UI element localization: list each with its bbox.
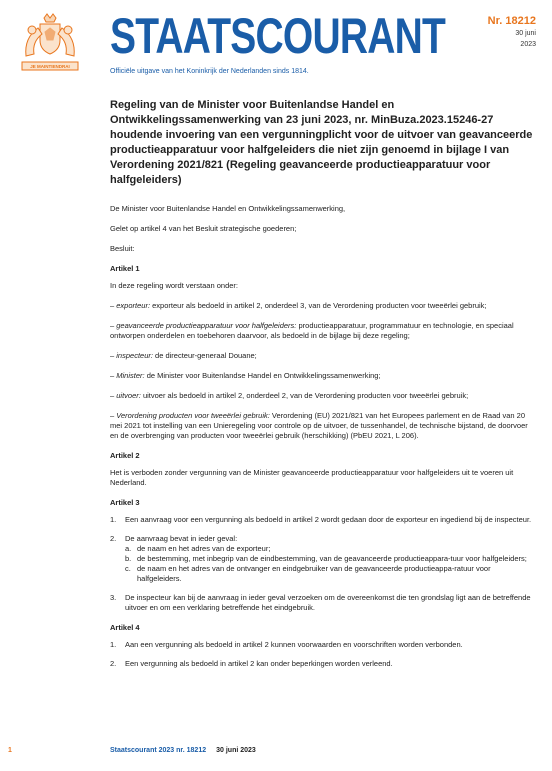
item-text: Een aanvraag voor een vergunning als bedoeld in artikel 2 wordt gedaan door de exporteur en ingediend bij de inspecteur. [125,515,532,524]
item-number: 1. [110,515,117,524]
sub-item [125,544,536,554]
item-text: Aan een vergunning als bedoeld in artikel 2 kunnen voorwaarden en voorschriften worden verbonden. [125,640,463,649]
list-item [110,640,536,650]
document-title: Regeling van de Minister voor Buitenlandse Handel en Ontwikkelingssamenwerking van 23 juni 2023, nr. MinBuza.2023.15246-27 houdende invoering van een vergunningplicht voor de uitvoer van geavanceerde productieapparatuur voor halfgeleiders die niet zijn genoemd in bijlage I van Verordening 2021/821 (Regeling geavanceerde productieapparatuur voor halfgeleiders) [110,99,533,186]
sub-item-text: de naam en het adres van de exporteur; [137,544,271,553]
article-3-list [110,515,536,613]
definition-item: – geavanceerde productieapparatuur voor halfgeleiders: productieapparatuur, programmatuur en technologie, en speciaal ontworpen onderdelen en toebehoren daarvoor, als bedoeld in de bijlage bij deze regeling; [110,321,514,340]
article-4-list [110,640,536,669]
issue-number: Nr. 18212 [487,15,536,27]
item-number: 2. [110,659,117,668]
article-1-definitions [110,281,536,441]
masthead-subtitle: Officiële uitgave van het Koninkrijk der Nederlanden sinds 1814. [110,68,309,75]
list-item [110,534,536,584]
definitions-lead: In deze regeling wordt verstaan onder: [110,281,238,290]
sub-item-letter: a. [125,544,132,553]
definition-text: exporteur als bedoeld in artikel 2, onderdeel 3, van de Verordening producten voor tweeërlei gebruik; [150,301,487,310]
sub-item-text: de bestemming, met inbegrip van de eindbestemming, van de geavanceerde productieappara-tuur voor halfgeleiders; [137,554,527,563]
issue-year: 2023 [520,41,536,48]
besluit-text: Besluit: [110,244,135,253]
article-2-heading: Artikel 2 [110,451,140,460]
definition-term: uitvoer: [116,391,141,400]
definition-term: Minister: [116,371,145,380]
sub-item [125,554,536,564]
page-number: 1 [8,747,12,754]
item-text: Een vergunning als bedoeld in artikel 2 kan onder beperkingen worden verleend. [125,659,393,668]
sub-item [125,564,536,584]
sub-item-text: de naam en het adres van de ontvanger en eindgebruiker van de geavanceerde productieappa-ratuur voor halfgeleiders. [137,564,491,583]
article-1-heading: Artikel 1 [110,264,140,273]
item-text: De aanvraag bevat in ieder geval: [125,534,238,543]
definition-item: – inspecteur: de directeur-generaal Douane; [110,351,257,360]
list-item [110,515,536,525]
definition-term: inspecteur: [116,351,153,360]
definition-text: de directeur-generaal Douane; [152,351,257,360]
article-4-heading: Artikel 4 [110,623,140,632]
definition-item: – Minister: de Minister voor Buitenlandse Handel en Ontwikkelingssamenwerking; [110,371,381,380]
definition-item: – uitvoer: uitvoer als bedoeld in artikel 2, onderdeel 2, van de Verordening producten voor tweeërlei gebruik; [110,391,469,400]
masthead-title: STAATSCOURANT [110,8,446,64]
sub-list [125,544,536,584]
footer-publication: Staatscourant 2023 nr. 18212 [110,747,207,754]
sub-item-letter: c. [125,564,131,573]
list-item [110,593,536,613]
definition-term: Verordening producten voor tweeërlei gebruik: [116,411,270,420]
definition-term: geavanceerde productieapparatuur voor halfgeleiders: [116,321,297,330]
document-body [110,98,536,679]
coat-of-arms-icon [18,12,82,74]
intro-text: De Minister voor Buitenlandse Handel en Ontwikkelingssamenwerking, [110,204,346,213]
sub-item-letter: b. [125,554,132,563]
issue-day: 30 juni [515,30,536,37]
gelet-text: Gelet op artikel 4 van het Besluit strategische goederen; [110,224,297,233]
definition-term: exporteur: [116,301,151,310]
article-2-text: Het is verboden zonder vergunning van de Minister geavanceerde productieapparatuur voor halfgeleiders uit te voeren uit Nederland. [110,468,514,487]
definition-item: – Verordening producten voor tweeërlei gebruik: Verordening (EU) 2021/821 van het Europees parlement en de Raad van 20 mei 2021 tot instelling van een Unieregeling voor controle op de uitvoer, de tussenhandel, de technische bijstand, de doorvoer en de overbrenging van producten voor tweeërlei gebruik (herschikking) (PbEU 2021, L 206). [110,411,528,440]
list-item [110,659,536,669]
article-3-heading: Artikel 3 [110,498,140,507]
definition-text: uitvoer als bedoeld in artikel 2, onderdeel 2, van de Verordening producten voor tweeërlei gebruik; [140,391,469,400]
item-number: 3. [110,593,117,602]
item-text: De inspecteur kan bij de aanvraag in ieder geval verzoeken om de overeenkomst die ten grondslag ligt aan de betreffende uitvoer en om een verklaring betreffende het eindgebruik. [125,593,531,612]
definition-item: – exporteur: exporteur als bedoeld in artikel 2, onderdeel 3, van de Verordening producten voor tweeërlei gebruik; [110,301,487,310]
svg-text:JE MAINTIENDRAI: JE MAINTIENDRAI [30,64,70,69]
footer [110,747,256,754]
item-number: 2. [110,534,117,543]
item-number: 1. [110,640,117,649]
footer-date: 30 juni 2023 [216,747,256,754]
definition-text: Verordening (EU) 2021/821 van het Europees parlement en de Raad van 20 mei 2021 tot instelling van een Unieregeling voor controle op de uitvoer, de tussenhandel, de technische bijstand, de doorvoer en de overbrenging van producten voor tweeërlei gebruik (herschikking) (PbEU 2021, L 206). [110,411,528,440]
issue-info [488,14,536,50]
definition-text: de Minister voor Buitenlandse Handel en Ontwikkelingssamenwerking; [144,371,381,380]
definition-text: productieapparatuur, programmatuur en technologie, en speciaal ontworpen onderdelen en toebehoren daarvoor, als bedoeld in de bijlage bij deze regeling; [110,321,514,340]
